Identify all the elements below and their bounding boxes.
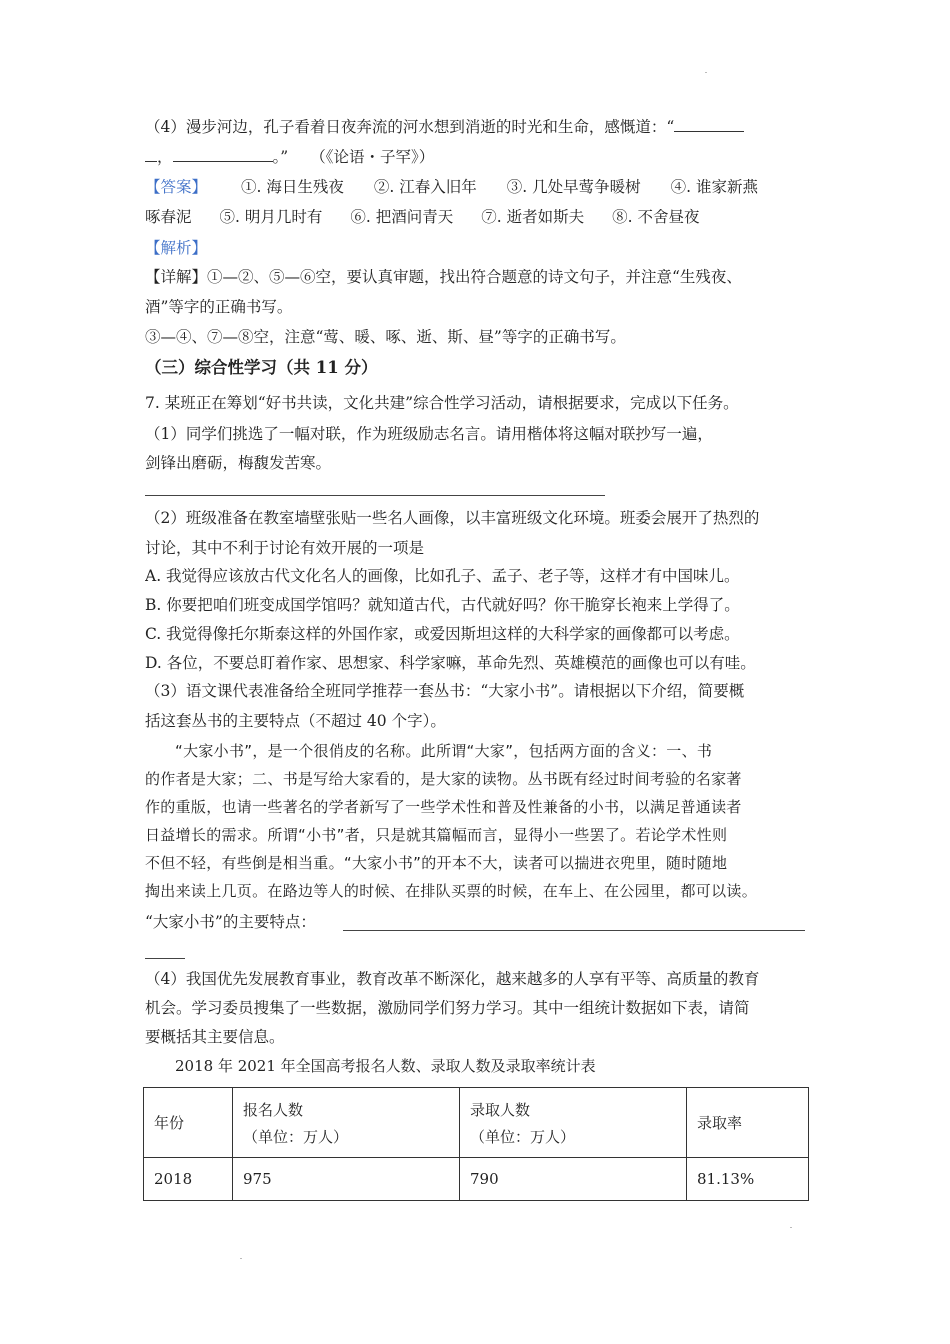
answer-label: 【答案】	[145, 178, 208, 196]
table-cell: 975	[233, 1158, 460, 1201]
passage-line: 作的重版，也请一些著名的学者新写了一些学术性和普及性兼备的小书，以满足普通读者	[145, 798, 742, 816]
table-row	[144, 1158, 809, 1201]
answer-item: ⑧. 不舍昼夜	[612, 208, 700, 226]
stats-table	[143, 1087, 809, 1201]
q7-part1-couplet: 剑锋出磨砺，梅馥发苦寒。	[145, 454, 332, 472]
passage-line: “大家小书”，是一个很俏皮的名称。此所谓“大家”，包括两方面的含义：一、书	[175, 742, 713, 760]
q7-option-c[interactable]: C. 我觉得像托尔斯泰这样的外国作家，或爱因斯坦这样的大科学家的画像都可以考虑。	[145, 625, 740, 643]
answer-item: ⑥. 把酒问青天	[350, 208, 454, 226]
answer-line2	[145, 206, 810, 228]
scan-dot	[790, 1227, 792, 1228]
table-caption: 2018 年 2021 年全国高考报名人数、录取人数及录取率统计表	[175, 1057, 596, 1075]
table-cell: 81.13%	[687, 1158, 809, 1201]
q4-comma: ，	[157, 148, 173, 166]
q7-part3-answer-label: “大家小书”的主要特点：	[145, 913, 316, 931]
q7-part1-line1: （1）同学们挑选了一幅对联，作为班级励志名言。请用楷体将这幅对联抄写一遍，	[145, 425, 713, 443]
table-header-cell: 录取人数 （单位：万人）	[460, 1088, 687, 1158]
q4-end: 。”	[272, 148, 289, 166]
q7-option-b[interactable]: B. 你要把咱们班变成国学馆吗？就知道古代，古代就好吗？你干脆穿长袍来上学得了。	[145, 596, 740, 614]
q7-part2-line2: 讨论，其中不利于讨论有效开展的一项是	[145, 539, 425, 557]
q7-part4-line3: 要概括其主要信息。	[145, 1028, 285, 1046]
table-header-cell: 年份	[144, 1088, 233, 1158]
q4-blank-1[interactable]	[674, 116, 744, 132]
answer-item: ①. 海日生残夜	[241, 178, 344, 196]
table-cell: 2018	[144, 1158, 233, 1201]
q7-part4-line2: 机会。学习委员搜集了一些数据，激励同学们努力学习。其中一组统计数据如下表，请简	[145, 999, 750, 1017]
q4-blank-1-cont[interactable]	[145, 146, 157, 162]
q7-option-d[interactable]: D. 各位，不要总盯着作家、思想家、科学家嘛，革命先烈、英雄模范的画像也可以有哇。	[145, 654, 756, 672]
passage-line: 不但不轻，有些倒是相当重。“大家小书”的开本不大，读者可以揣进衣兜里，随时随地	[145, 854, 728, 872]
answer-item: ②. 江春入旧年	[373, 178, 477, 196]
table-header-cell: 录取率	[687, 1088, 809, 1158]
q7-part3-line2: 括这套丛书的主要特点（不超过 40 个字）。	[145, 712, 446, 730]
q4-blank-2[interactable]	[173, 146, 273, 162]
q7-part3-line1: （3）语文课代表准备给全班同学推荐一套丛书：“大家小书”。请根据以下介绍，简要概	[145, 682, 745, 700]
answer-item: ⑦. 逝者如斯夫	[481, 208, 585, 226]
q7-stem: 7. 某班正在筹划“好书共读，文化共建”综合性学习活动，请根据要求，完成以下任务。	[145, 394, 739, 412]
analysis-detail-2: 酒”等字的正确书写。	[145, 298, 293, 316]
passage-line: 的作者是大家；二、书是写给大家看的，是大家的读物。丛书既有经过时间考验的名家著	[145, 770, 742, 788]
analysis-detail-3: ③—④、⑦—⑧空，注意“莺、暖、啄、逝、斯、昼”等字的正确书写。	[145, 328, 626, 346]
q7-part4-line1: （4）我国优先发展教育事业，教育改革不断深化，越来越多的人享有平等、高质量的教育	[145, 970, 760, 988]
answer-item: 啄春泥	[145, 208, 192, 226]
q7-part2-line1: （2）班级准备在教室墙壁张贴一些名人画像，以丰富班级文化环境。班委会展开了热烈的	[145, 509, 760, 527]
answer-item: ④. 谁家新燕	[670, 178, 758, 196]
table-header-cell: 报名人数 （单位：万人）	[233, 1088, 460, 1158]
q4-line2	[145, 146, 810, 168]
answer-line1	[145, 176, 810, 198]
passage-line: 日益增长的需求。所谓“小书”者，只是就其篇幅而言，显得小一些罢了。若论学术性则	[145, 826, 728, 844]
q7-option-a[interactable]: A. 我觉得应该放古代文化名人的画像，比如孔子、孟子、老子等，这样才有中国味儿。	[145, 567, 740, 585]
scan-dot	[705, 72, 707, 73]
passage-line: 掏出来读上几页。在路边等人的时候、在排队买票的时候，在车上、在公园里，都可以读。	[145, 882, 758, 900]
q4-source: （《论语・子罕》）	[310, 148, 435, 166]
scan-dot	[240, 1258, 242, 1259]
analysis-detail-1: 【详解】①—②、⑤—⑥空，要认真审题，找出符合题意的诗文句子，并注意“生残夜、	[145, 268, 742, 286]
q7-part1-answer-line[interactable]	[145, 495, 605, 496]
section-title: （三）综合性学习（共 11 分）	[145, 358, 378, 377]
analysis-label: 【解析】	[145, 239, 208, 257]
q4-line1	[145, 116, 810, 138]
answer-item: ⑤. 明月几时有	[219, 208, 323, 226]
q7-part3-answer-line[interactable]	[343, 930, 805, 931]
q7-part3-answer-line-cont[interactable]	[145, 958, 185, 959]
answer-item: ③. 几处早莺争暖树	[506, 178, 641, 196]
table-cell: 790	[460, 1158, 687, 1201]
table-header-row	[144, 1088, 809, 1158]
q4-text: （4）漫步河边，孔子看着日夜奔流的河水想到消逝的时光和生命，感慨道：“	[145, 118, 675, 136]
